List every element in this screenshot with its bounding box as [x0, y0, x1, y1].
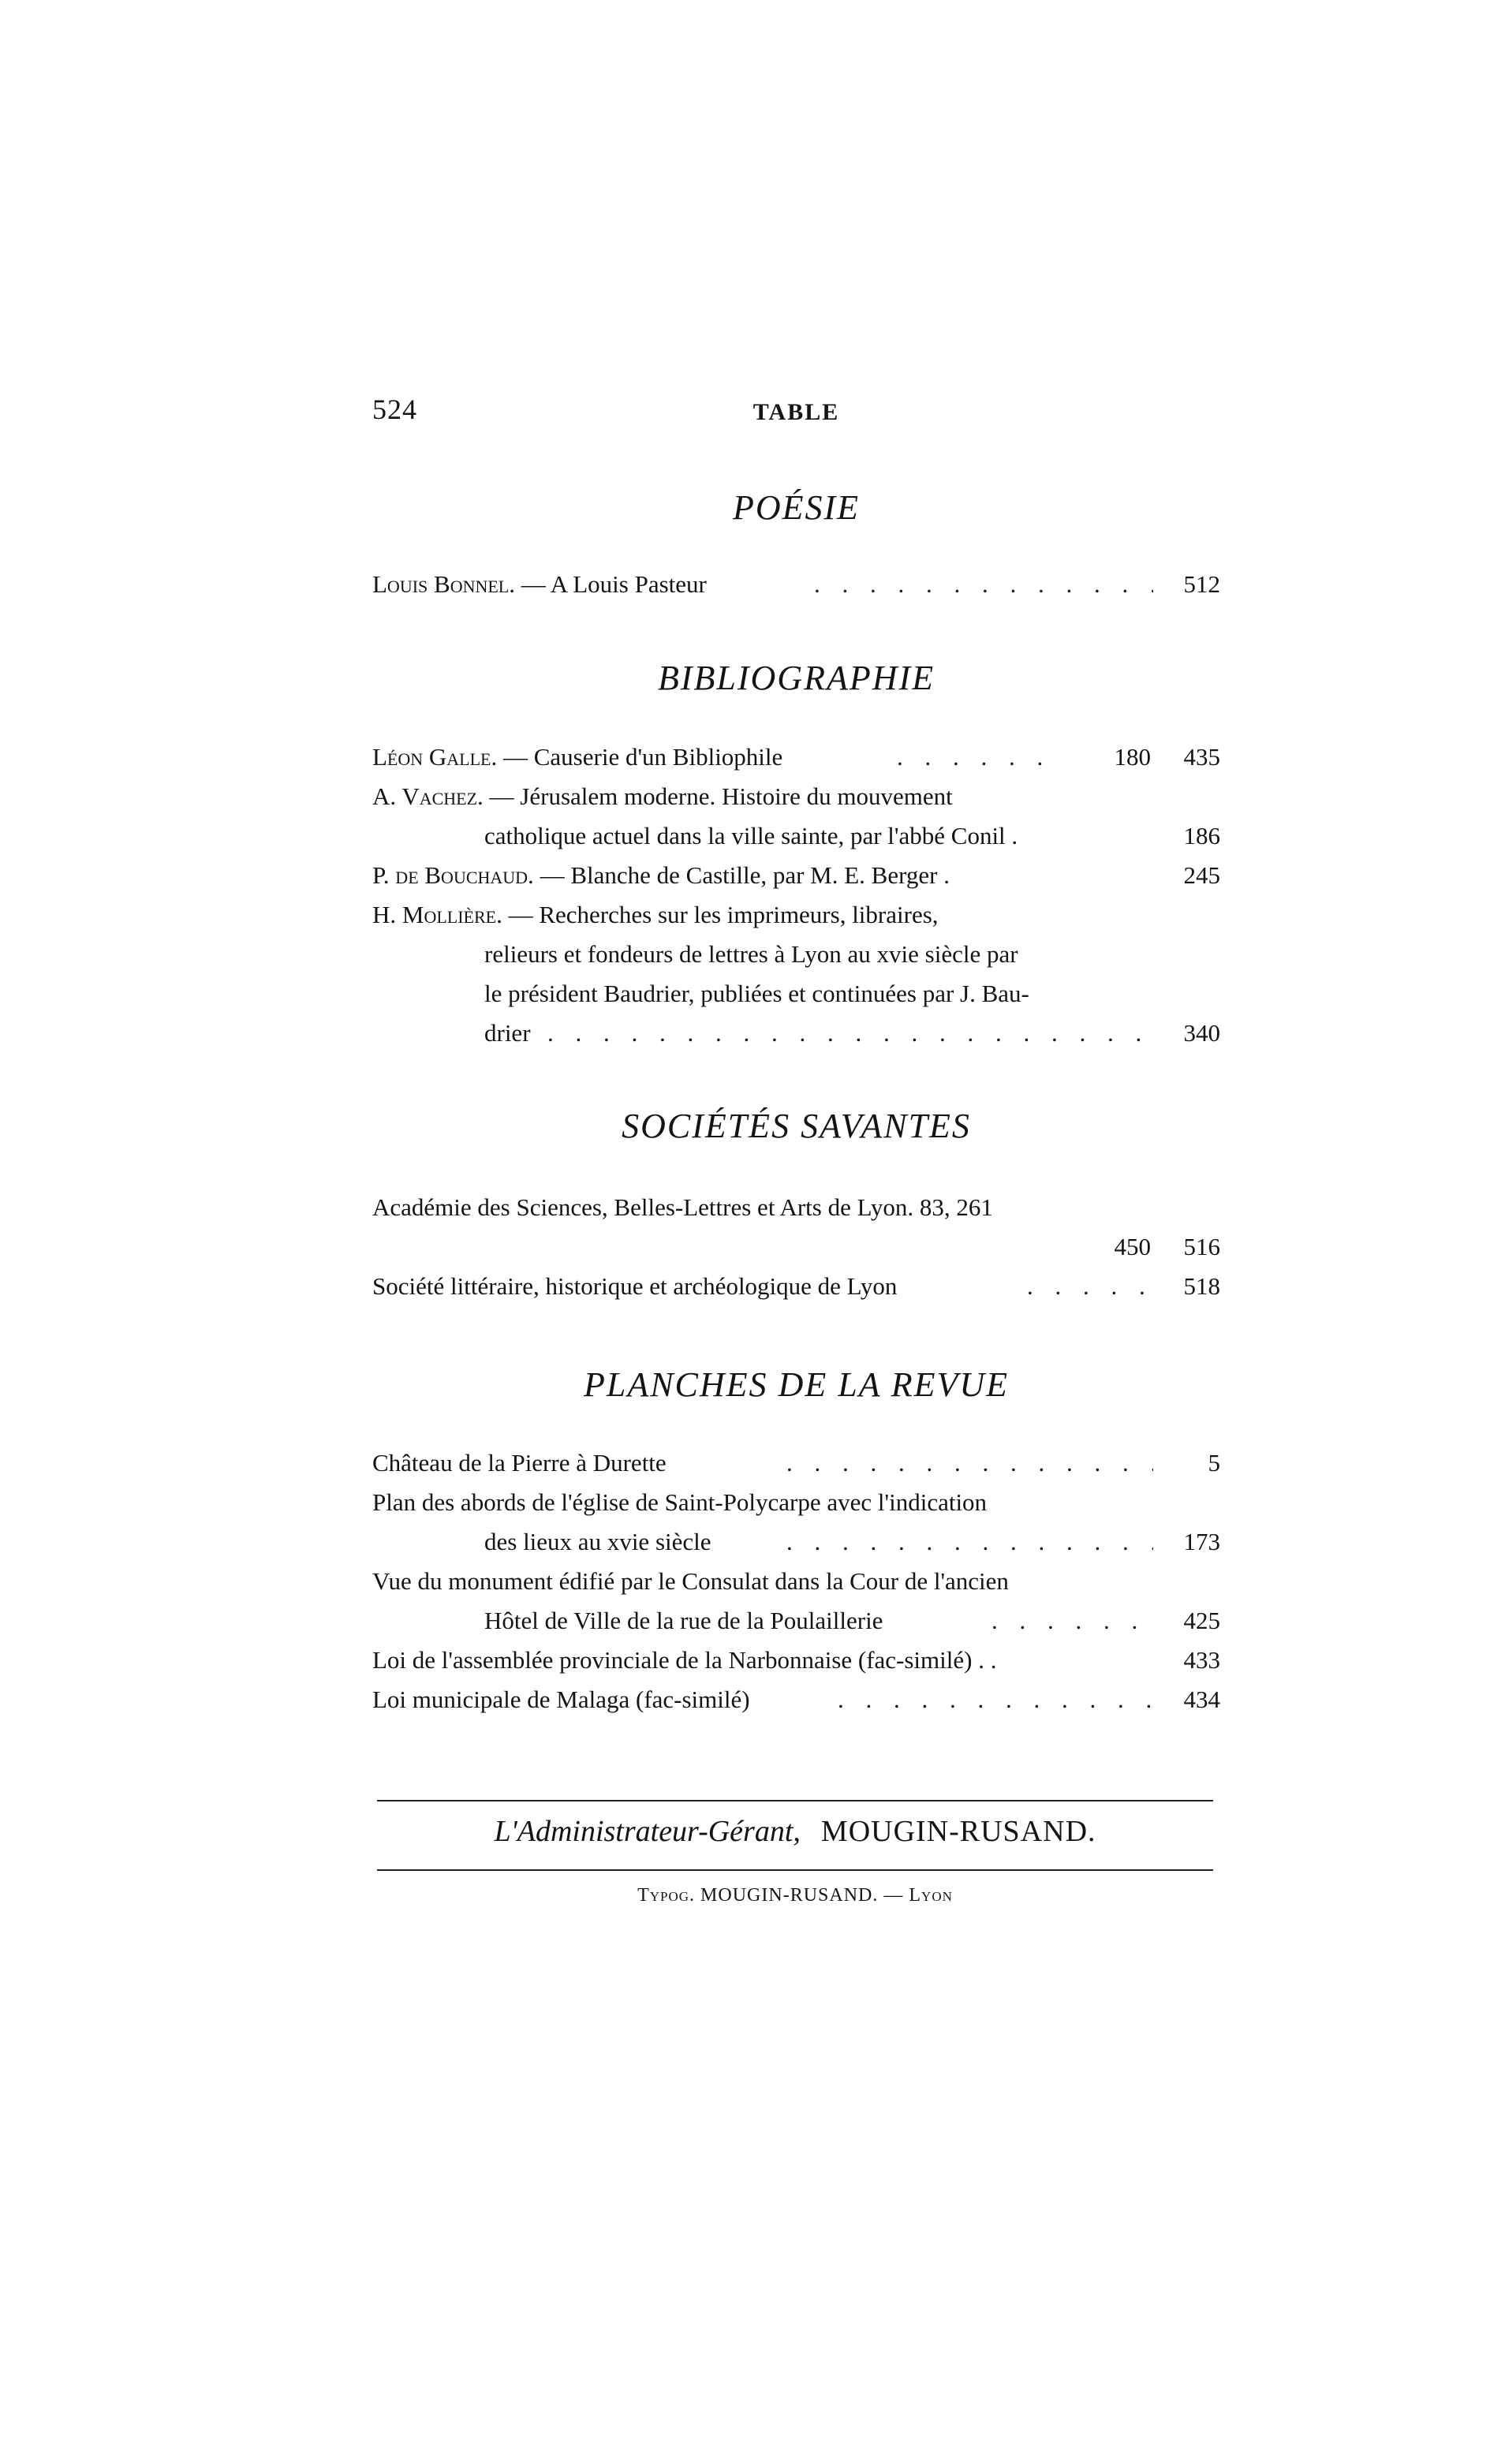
leader-dots — [1027, 1267, 1153, 1306]
signature-line — [377, 1814, 1213, 1849]
entry-page: 340 — [1183, 1019, 1220, 1047]
page-header — [372, 393, 1220, 440]
toc-entry-continuation — [372, 1601, 1220, 1641]
toc-entry — [372, 1641, 1220, 1680]
section-title-bibliographie: BIBLIOGRAPHIE — [657, 659, 935, 697]
toc-entry — [372, 1562, 1220, 1601]
entry-title: Académie des Sciences, Belles-Lettres et Arts de Lyon. 83, 261 — [372, 1193, 993, 1221]
entry-continuation: des lieux au xvie siècle — [484, 1528, 711, 1555]
section-title-poesie: POÉSIE — [732, 488, 861, 527]
entry-issue-page: 450 — [1114, 1233, 1151, 1260]
running-title: TABLE — [752, 399, 840, 425]
entry-title: — Recherches sur les imprimeurs, libraires, — [508, 901, 939, 928]
entry-page: 433 — [1183, 1646, 1220, 1674]
toc-entry-continuation — [372, 974, 1220, 1014]
signature-name: MOUGIN-RUSAND. — [820, 1815, 1096, 1848]
printer-imprint: Typog. MOUGIN-RUSAND. — Lyon — [637, 1885, 953, 1906]
entry-continuation: le président Baudrier, publiées et continuées par J. Bau- — [484, 980, 1029, 1007]
entry-page: 435 — [1183, 743, 1220, 771]
entry-title: Plan des abords de l'église de Saint-Polycarpe avec l'indication — [372, 1488, 988, 1516]
entry-issue-page: 180 — [1114, 743, 1151, 771]
toc-entry — [372, 1483, 1220, 1522]
toc-entry-continuation — [372, 1522, 1220, 1562]
signature-label: L'Administrateur-Gérant, — [494, 1815, 801, 1848]
leader-dots — [991, 1601, 1153, 1641]
leader-dots — [838, 1680, 1153, 1719]
section-title-planches: PLANCHES DE LA REVUE — [583, 1365, 1010, 1404]
societes-entries — [372, 1188, 1220, 1306]
bibliographie-entries — [372, 737, 1220, 1053]
toc-entry — [372, 1267, 1220, 1306]
top-rule — [377, 1800, 1213, 1801]
entry-author: P. de Bouchaud. — [372, 861, 534, 889]
planches-entries — [372, 1443, 1220, 1719]
entry-title: Société littéraire, historique et archéologique de Lyon — [372, 1272, 898, 1300]
entry-title: Vue du monument édifié par le Consulat dans la Cour de l'ancien — [372, 1567, 1009, 1595]
entry-title: — Jérusalem moderne. Histoire du mouvement — [489, 782, 953, 810]
bottom-rule — [377, 1869, 1213, 1871]
entry-page: 518 — [1183, 1272, 1220, 1300]
entry-title: Château de la Pierre à Durette — [372, 1449, 667, 1477]
toc-entry-continuation — [372, 1014, 1220, 1053]
entry-page: 173 — [1183, 1528, 1220, 1555]
entry-page: 512 — [1183, 570, 1220, 598]
entry-author: H. Mollière. — [372, 901, 502, 928]
toc-entry — [372, 1680, 1220, 1719]
leader-dots — [814, 565, 1153, 604]
toc-entry — [372, 737, 1220, 777]
entry-page: 425 — [1183, 1607, 1220, 1634]
toc-entry — [372, 1188, 1220, 1227]
toc-entry — [372, 895, 1220, 935]
entry-continuation: drier — [484, 1019, 531, 1047]
leader-dots — [897, 737, 1062, 777]
entry-title: — Blanche de Castille, par M. E. Berger . — [540, 861, 950, 889]
section-title-societes: SOCIÉTÉS SAVANTES — [622, 1107, 971, 1145]
toc-entry-continuation — [372, 816, 1220, 856]
entry-continuation: catholique actuel dans la ville sainte, par l'abbé Conil . — [484, 822, 1018, 849]
page-number: 524 — [372, 394, 417, 425]
entry-continuation: Hôtel de Ville de la rue de la Poulaillerie — [484, 1607, 883, 1634]
poesie-entries — [372, 565, 1220, 604]
toc-entry — [372, 565, 1220, 604]
entry-page: 186 — [1183, 822, 1220, 849]
toc-entry — [372, 856, 1220, 895]
entry-page: 245 — [1183, 861, 1220, 889]
toc-entry — [372, 777, 1220, 816]
toc-entry-continuation — [372, 1227, 1220, 1267]
entry-title: — Causerie d'un Bibliophile — [503, 743, 783, 771]
entry-page: 5 — [1208, 1449, 1220, 1477]
leader-dots — [547, 1014, 1153, 1053]
entry-page: 434 — [1183, 1686, 1220, 1713]
entry-continuation: relieurs et fondeurs de lettres à Lyon au xvie siècle par — [484, 940, 1018, 968]
entry-author: Léon Galle. — [372, 743, 498, 771]
entry-page: 516 — [1183, 1233, 1220, 1260]
toc-entry-continuation — [372, 935, 1220, 974]
entry-title: Loi de l'assemblée provinciale de la Narbonnaise (fac-similé) . . — [372, 1646, 997, 1674]
leader-dots — [786, 1443, 1153, 1483]
entry-author: A. Vachez. — [372, 782, 484, 810]
leader-dots — [786, 1522, 1153, 1562]
entry-title: — A Louis Pasteur — [521, 570, 707, 598]
entry-title: Loi municipale de Malaga (fac-similé) — [372, 1686, 750, 1713]
entry-author: Louis Bonnel. — [372, 570, 515, 598]
toc-entry — [372, 1443, 1220, 1483]
